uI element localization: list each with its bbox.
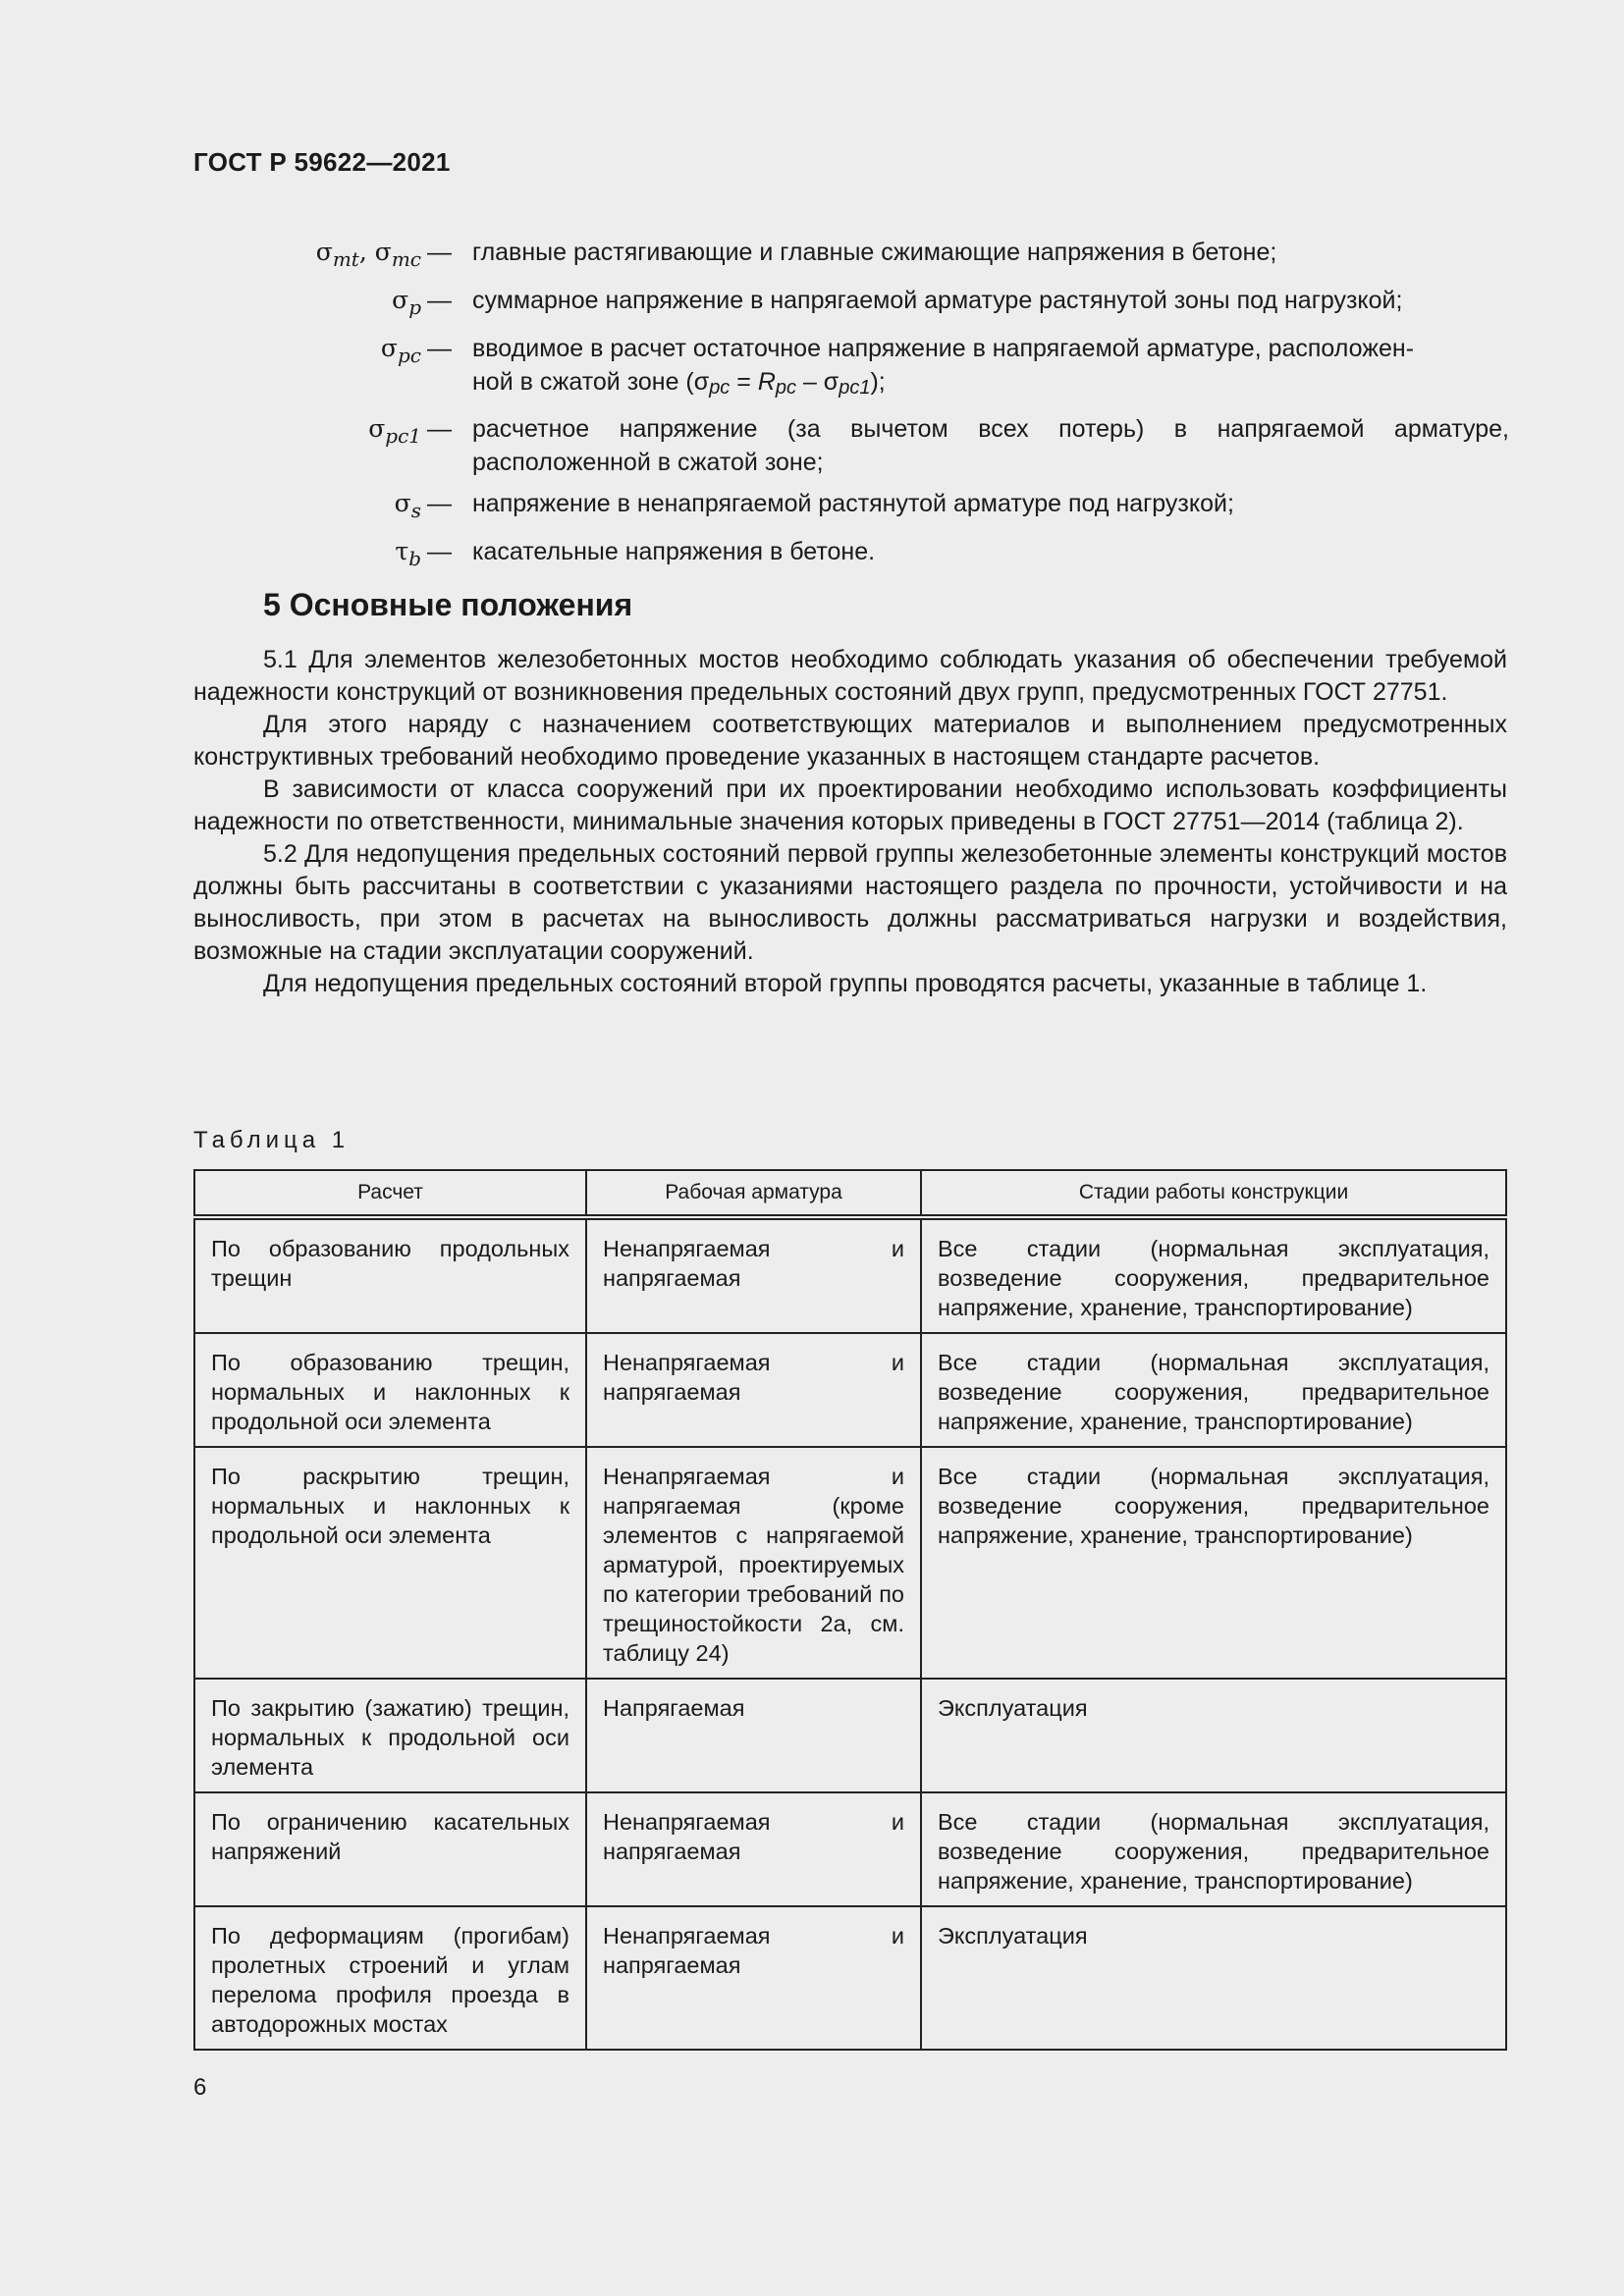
column-header: Стадии работы конструкции bbox=[921, 1170, 1506, 1217]
table-cell: По закрытию (зажатию) трещин, нормальных к продольной оси элемента bbox=[194, 1679, 586, 1792]
dash: — bbox=[427, 239, 452, 266]
table-row bbox=[194, 1679, 1506, 1792]
symbol-definition: главные растягивающие и главные сжимающие напряжения в бетоне; bbox=[472, 239, 1277, 266]
symbol-row bbox=[193, 236, 1509, 276]
dash: — bbox=[427, 538, 452, 565]
table-cell: Все стадии (нормальная эксплуатация, возведение сооружения, предварительное напряжение, хранение, транспортирование) bbox=[921, 1447, 1506, 1679]
section-title: 5 Основные положения bbox=[263, 587, 633, 622]
paragraph: 5.2 Для недопущения предельных состояний первой группы железобетонные элементы конструкций мостов должны быть рассчитаны в соответствии с указаниями настоящего раздела по прочности, устойчивости и на выносливость, при этом в расчетах на выносливость должны рассматриваться нагрузки и воздействия, возможные на стадии эксплуатации сооружений. bbox=[193, 840, 1507, 965]
dash: — bbox=[427, 490, 452, 517]
symbol-row bbox=[193, 487, 1509, 527]
table-row bbox=[194, 1217, 1506, 1333]
table-row bbox=[194, 1792, 1506, 1906]
table-cell: По деформациям (прогибам) пролетных строений и углам перелома профиля проезда в автодорожных мостах bbox=[194, 1906, 586, 2050]
table-cell: Ненапрягаемая и напрягаемая bbox=[586, 1333, 921, 1447]
column-header: Рабочая арматура bbox=[586, 1170, 921, 1217]
symbol-row bbox=[193, 284, 1509, 324]
table-cell: Все стадии (нормальная эксплуатация, возведение сооружения, предварительное напряжение, хранение, транспортирование) bbox=[921, 1217, 1506, 1333]
table-cell: Напрягаемая bbox=[586, 1679, 921, 1792]
table-row bbox=[194, 1447, 1506, 1679]
table-cell: Эксплуатация bbox=[921, 1679, 1506, 1792]
symbol-definition: суммарное напряжение в напрягаемой арматуре растянутой зоны под нагрузкой; bbox=[472, 287, 1403, 314]
table-row bbox=[194, 1333, 1506, 1447]
table-cell: Ненапрягаемая и напрягаемая (кроме элементов с напрягаемой арматурой, проектируемых по категории требований по трещиностойкости 2а, см. таблицу 24) bbox=[586, 1447, 921, 1679]
table-cell: Ненапрягаемая и напрягаемая bbox=[586, 1217, 921, 1333]
table-caption: Таблица 1 bbox=[193, 1127, 351, 1153]
symbol: $\sigma_{mt}$, $\sigma_{mc}$ bbox=[315, 238, 421, 271]
paragraph: Для этого наряду с назначением соответствующих материалов и выполнением предусмотренных конструктивных требований необходимо проведение указанных в настоящем стандарте расчетов. bbox=[193, 711, 1507, 771]
symbol: $\sigma_{pc1}$ bbox=[368, 414, 421, 448]
symbol-row bbox=[193, 535, 1509, 575]
dash: — bbox=[427, 335, 452, 362]
dash: — bbox=[427, 415, 452, 443]
table-cell: Ненапрягаемая и напрягаемая bbox=[586, 1792, 921, 1906]
table-cell: Эксплуатация bbox=[921, 1906, 1506, 2050]
symbol-definition: касательные напряжения в бетоне. bbox=[472, 538, 876, 565]
table-cell: По образованию продольных трещин bbox=[194, 1217, 586, 1333]
table-row bbox=[194, 1906, 1506, 2050]
symbol-definition: напряжение в ненапрягаемой растянутой арматуре под нагрузкой; bbox=[472, 490, 1234, 517]
paragraph: Для недопущения предельных состояний второй группы проводятся расчеты, указанные в таблице 1. bbox=[263, 970, 1428, 997]
symbol: $\tau_b$ bbox=[395, 537, 421, 570]
table-cell: Все стадии (нормальная эксплуатация, возведение сооружения, предварительное напряжение, хранение, транспортирование) bbox=[921, 1792, 1506, 1906]
symbol: $\sigma_s$ bbox=[394, 489, 421, 522]
table-cell: Все стадии (нормальная эксплуатация, возведение сооружения, предварительное напряжение, хранение, транспортирование) bbox=[921, 1333, 1506, 1447]
page-number: 6 bbox=[193, 2074, 207, 2101]
symbol-definition: вводимое в расчет остаточное напряжение в напрягаемой арматуре, расположен- ной в сжатой зоне (σpc = Rpc – σpc1); bbox=[472, 335, 1415, 399]
table-cell: По образованию трещин, нормальных и наклонных к продольной оси элемента bbox=[194, 1333, 586, 1447]
table-header-row bbox=[194, 1170, 1506, 1217]
body-text bbox=[193, 644, 1507, 1000]
symbol: $\sigma_{pc}$ bbox=[380, 334, 421, 367]
symbol: $\sigma_p$ bbox=[392, 286, 421, 319]
document-header: ГОСТ Р 59622—2021 bbox=[193, 147, 451, 177]
column-header: Расчет bbox=[194, 1170, 586, 1217]
dash: — bbox=[427, 287, 452, 314]
paragraph: В зависимости от класса сооружений при их проектировании необходимо использовать коэффициенты надежности по ответственности, минимальные значения которых приведены в ГОСТ 27751—2014 (таблица 2). bbox=[193, 775, 1507, 835]
data-table bbox=[193, 1169, 1507, 2051]
symbol-row bbox=[193, 332, 1509, 404]
symbol-row bbox=[193, 412, 1509, 479]
table-cell: Ненапрягаемая и напрягаемая bbox=[586, 1906, 921, 2050]
symbol-list bbox=[193, 236, 1509, 579]
paragraph: 5.1 Для элементов железобетонных мостов необходимо соблюдать указания об обеспечении требуемой надежности конструкций от возникновения предельных состояний двух групп, предусмотренных ГОСТ 27751. bbox=[193, 646, 1507, 706]
table-cell: По раскрытию трещин, нормальных и наклонных к продольной оси элемента bbox=[194, 1447, 586, 1679]
table-cell: По ограничению касательных напряжений bbox=[194, 1792, 586, 1906]
symbol-definition: расчетное напряжение (за вычетом всех потерь) в напрягаемой арматуре, расположенной в сжатой зоне; bbox=[472, 415, 1509, 476]
